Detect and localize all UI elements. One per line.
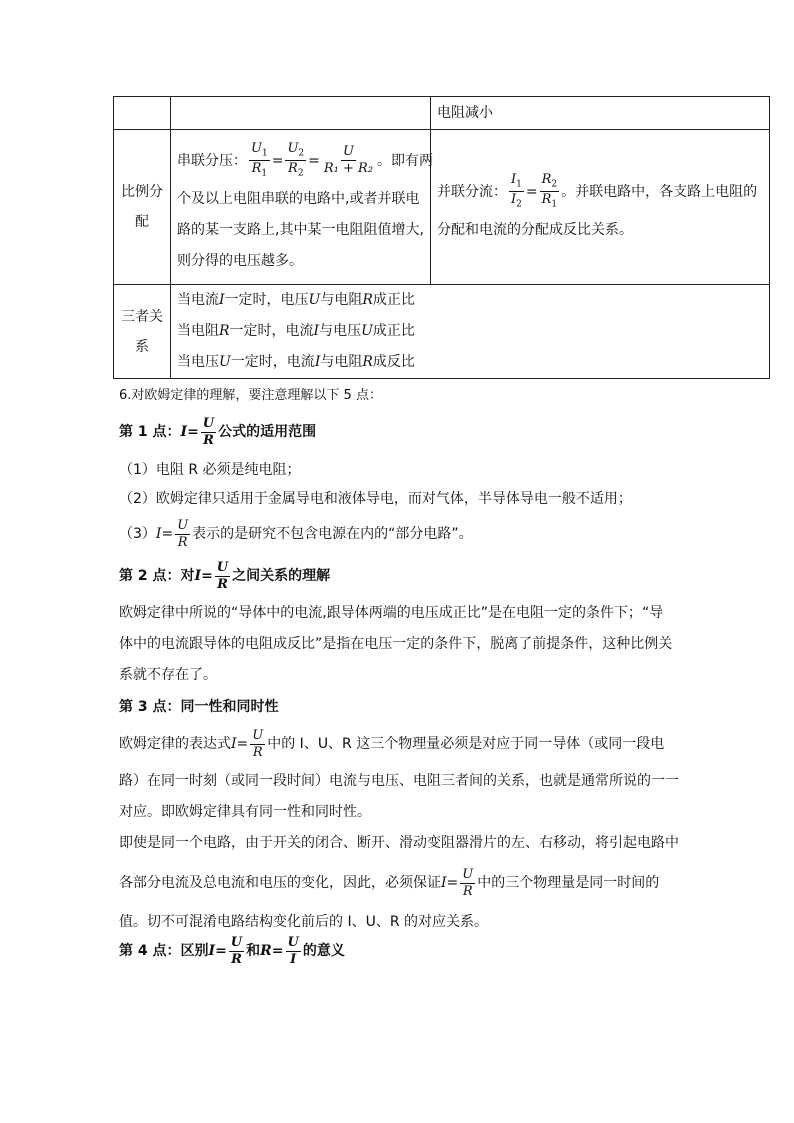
intro-text: 6.对欧姆定律的理解，要注意理解以下 5 点： bbox=[119, 388, 382, 403]
equals-sign: = bbox=[215, 943, 227, 959]
frac-num: U bbox=[230, 934, 243, 950]
parallel-prefix: 并联分流： bbox=[437, 183, 507, 200]
frac-num-sub: 2 bbox=[298, 148, 305, 159]
fraction-u-over-r bbox=[250, 729, 265, 759]
point-1-items bbox=[119, 456, 679, 554]
equals-sign: = bbox=[271, 943, 284, 959]
equals-sign: = bbox=[525, 183, 538, 200]
parallel-after: 。并联电路中，各支路上电阻的 bbox=[561, 183, 758, 200]
series-prefix: 串联分压： bbox=[177, 152, 247, 169]
frac-den: R bbox=[462, 883, 473, 899]
frac-den: I bbox=[290, 951, 297, 967]
text: 当电压 bbox=[177, 354, 219, 370]
frac-num: U bbox=[287, 934, 299, 950]
var: U bbox=[361, 323, 373, 339]
text: 欧姆定律的表达式 bbox=[119, 736, 231, 752]
text: 与电压 bbox=[319, 323, 362, 339]
var: R bbox=[219, 323, 230, 339]
paragraph-line: 欧姆定律中所说的“导体中的电流,跟导体两端的电压成正比”是在电阻一定的条件下；“导 bbox=[119, 605, 664, 621]
equals-sign: = bbox=[446, 875, 459, 891]
fraction-u1-r1 bbox=[249, 142, 270, 179]
point-1-heading bbox=[119, 412, 679, 452]
paragraph-line: 即使是同一个电路，由于开关的闭合、断开、滑动变阻器滑片的左、右移动，将引起电路中 bbox=[119, 835, 679, 851]
equals-sign: = bbox=[236, 736, 249, 752]
point-3-body bbox=[119, 722, 679, 938]
heading-mid: 和 bbox=[246, 943, 261, 959]
series-cell bbox=[171, 130, 434, 285]
text: 中的 I、U、R 这三个物理量必须是对应于同一导体（或同一段电 bbox=[267, 736, 665, 752]
paragraph-line: 体中的电流跟导体的电阻成反比”是指在电压一定的条件下，脱离了前提条件，这种比例关 bbox=[119, 636, 673, 652]
var: U bbox=[219, 354, 231, 370]
list-item bbox=[119, 514, 679, 554]
heading-pre: 第 4 点：区别 bbox=[119, 943, 209, 959]
heading-pre: 第 1 点： bbox=[119, 424, 181, 440]
item-post: 表示的是研究不包含电源在内的“部分电路”。 bbox=[192, 526, 473, 542]
var-i: I bbox=[231, 736, 237, 752]
heading bbox=[119, 412, 679, 452]
heading-post: 之间关系的理解 bbox=[232, 568, 331, 584]
parallel-formula-line bbox=[437, 169, 763, 215]
table-cell-resistance-decrease bbox=[431, 97, 770, 130]
fraction-u2-r2 bbox=[285, 142, 306, 179]
fraction-u-rsum bbox=[322, 145, 375, 175]
series-line-4: 则分得的电压越多。 bbox=[177, 252, 303, 269]
relation-line-2 bbox=[177, 316, 763, 347]
frac-num: I bbox=[511, 171, 517, 187]
equals-sign: = bbox=[161, 526, 174, 542]
heading-pre: 第 2 点：对 bbox=[119, 568, 195, 584]
text: 各部分电流及总电流和电压的变化，因此，必须保证 bbox=[119, 875, 441, 891]
text: 当电阻 bbox=[177, 323, 219, 339]
heading bbox=[119, 929, 679, 973]
series-after: 。即有两 bbox=[377, 152, 434, 169]
var: I bbox=[314, 354, 321, 370]
row-head-text: 三者关系 bbox=[121, 308, 163, 355]
text: 中的三个物理量是同一时间的 bbox=[477, 875, 660, 891]
text: 一定时，电压 bbox=[224, 292, 309, 308]
frac-den: R bbox=[288, 161, 298, 176]
row-head-ratio bbox=[114, 130, 171, 285]
table-row-ratio bbox=[114, 130, 770, 285]
frac-den: R bbox=[217, 576, 228, 592]
text: 与电阻 bbox=[320, 354, 363, 370]
var-r: R bbox=[260, 943, 272, 959]
frac-den: R₁ + R₂ bbox=[323, 161, 374, 176]
paragraph-line bbox=[119, 722, 679, 766]
frac-num: U bbox=[216, 559, 229, 575]
point-2-heading bbox=[119, 556, 679, 596]
point-4-heading bbox=[119, 929, 679, 973]
text: 一定时，电流 bbox=[229, 323, 314, 339]
paragraph-line: 系就不存在了。 bbox=[119, 667, 217, 683]
var-i: I bbox=[208, 943, 216, 959]
frac-den-sub: 2 bbox=[297, 168, 304, 179]
var-i: I bbox=[180, 424, 188, 440]
intro-line bbox=[119, 384, 679, 408]
paragraph-line bbox=[119, 859, 679, 907]
frac-den: R bbox=[203, 432, 214, 448]
frac-den-sub: 1 bbox=[261, 168, 268, 179]
fraction-r2-r1 bbox=[540, 173, 560, 210]
heading-post: 公式的适用范围 bbox=[218, 424, 317, 440]
frac-den-sub: 2 bbox=[516, 199, 522, 210]
fraction-u-over-r bbox=[460, 868, 475, 898]
var: I bbox=[313, 323, 320, 339]
series-line-2: 个及以上电阻串联的电路中,或者并联电 bbox=[177, 190, 420, 207]
var: R bbox=[362, 354, 373, 370]
table-row-relations bbox=[114, 285, 770, 379]
fraction-u-over-r bbox=[175, 519, 190, 549]
frac-den: R bbox=[177, 534, 188, 550]
series-line-3: 路的某一支路上,其中某一电阻阻值增大, bbox=[177, 221, 424, 238]
relation-line-3 bbox=[177, 347, 763, 378]
frac-num: U bbox=[252, 727, 264, 743]
relation-line-1 bbox=[177, 285, 763, 316]
frac-den: R bbox=[231, 951, 242, 967]
heading: 第 3 点：同一性和同时性 bbox=[119, 699, 279, 715]
text: 当电流 bbox=[177, 292, 219, 308]
fraction-u-over-r bbox=[215, 561, 230, 591]
text: 一定时，电流 bbox=[230, 354, 315, 370]
var: R bbox=[362, 292, 373, 308]
frac-num-sub: 1 bbox=[261, 148, 268, 159]
list-item: （2）欧姆定律只适用于金属导电和液体导电，而对气体，半导体导电一般不适用； bbox=[119, 491, 632, 507]
fraction-u-over-r bbox=[201, 417, 216, 447]
fraction-u-over-r bbox=[229, 936, 244, 966]
series-formula-line bbox=[177, 138, 434, 184]
point-2-body bbox=[119, 598, 679, 691]
frac-num-sub: 1 bbox=[516, 179, 522, 190]
frac-num: U bbox=[202, 415, 215, 431]
comparison-table bbox=[113, 96, 770, 379]
fraction-i1-i2 bbox=[509, 173, 524, 210]
heading-post: 的意义 bbox=[302, 943, 345, 959]
paragraph-line: 值。切不可混淆电路结构变化前后的 I、U、R 的对应关系。 bbox=[119, 914, 489, 930]
frac-den-sub: 1 bbox=[551, 199, 558, 210]
frac-num: U bbox=[177, 517, 189, 533]
var-i: I bbox=[194, 568, 202, 584]
equals-sign: = bbox=[308, 152, 320, 169]
fraction-u-over-i bbox=[286, 936, 301, 966]
relations-cell bbox=[171, 285, 770, 379]
frac-num-sub: 2 bbox=[551, 179, 558, 190]
frac-num: U bbox=[287, 140, 299, 156]
row-head-relations bbox=[114, 285, 171, 379]
table-cell bbox=[114, 97, 171, 130]
equals-sign: = bbox=[187, 424, 199, 440]
frac-den: R bbox=[541, 192, 552, 207]
parallel-cell bbox=[431, 130, 770, 285]
frac-den: R bbox=[252, 744, 263, 760]
text: 成反比 bbox=[372, 354, 415, 370]
frac-num: R bbox=[541, 171, 552, 187]
equals-sign: = bbox=[201, 568, 213, 584]
row-head-text: 比例分配 bbox=[121, 184, 163, 230]
var-i: I bbox=[155, 526, 162, 542]
equals-sign: = bbox=[271, 152, 284, 169]
heading bbox=[119, 556, 679, 596]
frac-den: I bbox=[511, 192, 517, 207]
text: 成正比 bbox=[372, 292, 415, 308]
point-3-heading bbox=[119, 692, 679, 722]
var: U bbox=[308, 292, 321, 308]
frac-num: U bbox=[342, 144, 354, 160]
table-row bbox=[114, 97, 770, 130]
text: 与电阻 bbox=[320, 292, 363, 308]
paragraph-line: 对应。即欧姆定律具有同一性和同时性。 bbox=[119, 804, 371, 820]
frac-den: R bbox=[251, 161, 262, 176]
frac-num: U bbox=[462, 866, 474, 882]
text: 成正比 bbox=[372, 323, 415, 339]
paragraph-line: 路）在同一时刻（或同一段时间）电流与电压、电阻三者间的关系，也就是通常所说的一一 bbox=[119, 773, 679, 789]
list-item: （1）电阻 R 必须是纯电阻； bbox=[119, 462, 301, 478]
var-i: I bbox=[441, 875, 447, 891]
var: I bbox=[219, 292, 225, 308]
parallel-line-2: 分配和电流的分配成反比关系。 bbox=[437, 221, 633, 238]
frac-num: U bbox=[251, 140, 262, 156]
item-pre: （3） bbox=[119, 526, 156, 542]
cell-text: 电阻减小 bbox=[437, 104, 493, 121]
table-cell bbox=[171, 97, 431, 130]
